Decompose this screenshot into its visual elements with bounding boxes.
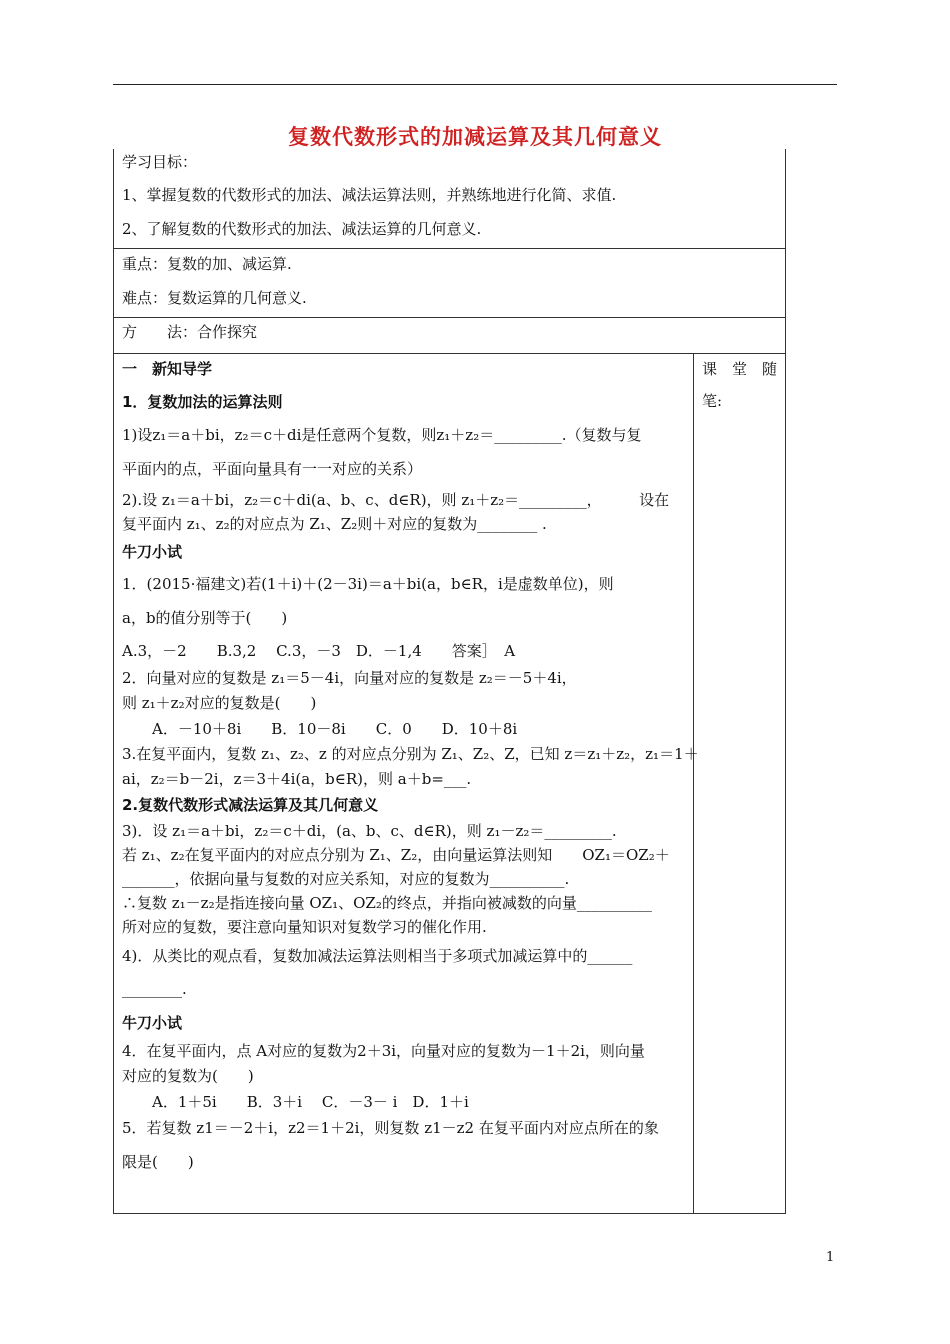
header-rule bbox=[113, 84, 837, 85]
section-heading: 一 新知导学 bbox=[122, 360, 213, 378]
question-line: 3.在复平面内，复数 z₁、z₂、z 的对应点分别为 Z₁、Z₂、Z，已知 z＝z₁＋z₂，z₁＝1＋ bbox=[122, 745, 699, 763]
paragraph-line: 平面内的点，平面向量具有一一对应的关系） bbox=[122, 460, 423, 478]
practice-heading: 牛刀小试 bbox=[122, 1014, 183, 1032]
goals-heading: 学习目标： bbox=[122, 153, 198, 171]
notes-label-line1: 课 堂 随 bbox=[702, 360, 778, 378]
subsection-heading: 2.复数代数形式减法运算及其几何意义 bbox=[122, 796, 379, 814]
question-line: 则 z₁＋z₂对应的复数是( ) bbox=[122, 694, 317, 712]
question-line: 5．若复数 z1＝－2＋i，z2＝1＋2i，则复数 z1－z2 在复平面内对应点所在的象 bbox=[122, 1119, 659, 1137]
lesson-table bbox=[113, 149, 786, 1214]
method-cell bbox=[114, 318, 786, 354]
paragraph-line: 所对应的复数，要注意向量知识对复数学习的催化作用. bbox=[122, 918, 487, 936]
question-line: 限是( ) bbox=[122, 1153, 194, 1171]
question-options: A.3，－2 B.3,2 C.3，－3 D．－1,4 答案］ A bbox=[122, 642, 516, 660]
paragraph-line: _______，依据向量与复数的对应关系知，对应的复数为__________. bbox=[122, 870, 570, 888]
page-title: 复数代数形式的加减运算及其几何意义 bbox=[288, 125, 662, 149]
goal-item: 1、掌握复数的代数形式的加法、减法运算法则，并熟练地进行化简、求值. bbox=[122, 186, 617, 204]
goals-row bbox=[114, 149, 786, 249]
difficult-point: 难点：复数运算的几何意义. bbox=[122, 289, 307, 307]
paragraph-line: 复平面内 z₁、z₂的对应点为 Z₁、Z₂则＋对应的复数为________ . bbox=[122, 515, 547, 533]
paragraph-line: 3)．设 z₁＝a＋bi，z₂＝c＋di，(a、b、c、d∈R)，则 z₁－z₂＝_________. bbox=[122, 822, 617, 840]
question-line: 对应的复数为( ) bbox=[122, 1067, 254, 1085]
goal-item: 2、了解复数的代数形式的加法、减法运算的几何意义. bbox=[122, 220, 482, 238]
key-points-cell bbox=[114, 249, 786, 318]
page-number: 1 bbox=[826, 1250, 835, 1265]
paragraph-line: ________. bbox=[122, 980, 187, 998]
method-text: 方 法：合作探究 bbox=[122, 323, 258, 341]
paragraph-line: 2).设 z₁＝a＋bi，z₂＝c＋di(a、b、c、d∈R)，则 z₁＋z₂＝_________， 设在 bbox=[122, 491, 670, 509]
question-line: a，b的值分别等于( ) bbox=[122, 609, 288, 627]
subsection-heading: 1．复数加法的运算法则 bbox=[122, 393, 283, 411]
paragraph-line: 4)．从类比的观点看，复数加减法运算法则相当于多项式加减运算中的______ bbox=[122, 947, 633, 965]
question-line: 1．(2015·福建文)若(1＋i)＋(2－3i)＝a＋bi(a，b∈R，i是虚数单位)，则 bbox=[122, 575, 614, 593]
question-options: A．1＋5i B．3＋i C．－3－ i D．1＋i bbox=[122, 1093, 469, 1111]
paragraph-line: ∴复数 z₁－z₂是指连接向量 OZ₁、OZ₂的终点，并指向被减数的向量__________ bbox=[122, 894, 652, 912]
question-line: ai，z₂＝b－2i，z＝3＋4i(a，b∈R)，则 a＋b=___. bbox=[122, 770, 472, 788]
key-point: 重点：复数的加、减运算. bbox=[122, 255, 292, 273]
practice-heading: 牛刀小试 bbox=[122, 543, 183, 561]
notes-label-line2: 笔: bbox=[702, 392, 723, 410]
key-points-row bbox=[114, 249, 786, 318]
paragraph-line: 1)设z₁＝a＋bi，z₂＝c＋di是任意两个复数，则z₁＋z₂＝_________.（复数与复 bbox=[122, 426, 642, 444]
question-line: 4．在复平面内，点 A对应的复数为2＋3i，向量对应的复数为－1＋2i，则向量 bbox=[122, 1042, 645, 1060]
question-options: A．－10＋8i B．10－8i C．0 D．10＋8i bbox=[122, 720, 518, 738]
method-row bbox=[114, 318, 786, 354]
content-cell bbox=[114, 354, 699, 1214]
content-row bbox=[114, 354, 786, 1214]
paragraph-line: 若 z₁、z₂在复平面内的对应点分别为 Z₁、Z₂，由向量运算法则知 OZ₁＝OZ₂＋ bbox=[122, 846, 670, 864]
question-line: 2．向量对应的复数是 z₁＝5－4i，向量对应的复数是 z₂＝－5＋4i， bbox=[122, 669, 577, 687]
goals-cell bbox=[114, 149, 786, 249]
notes-cell bbox=[694, 354, 786, 1214]
